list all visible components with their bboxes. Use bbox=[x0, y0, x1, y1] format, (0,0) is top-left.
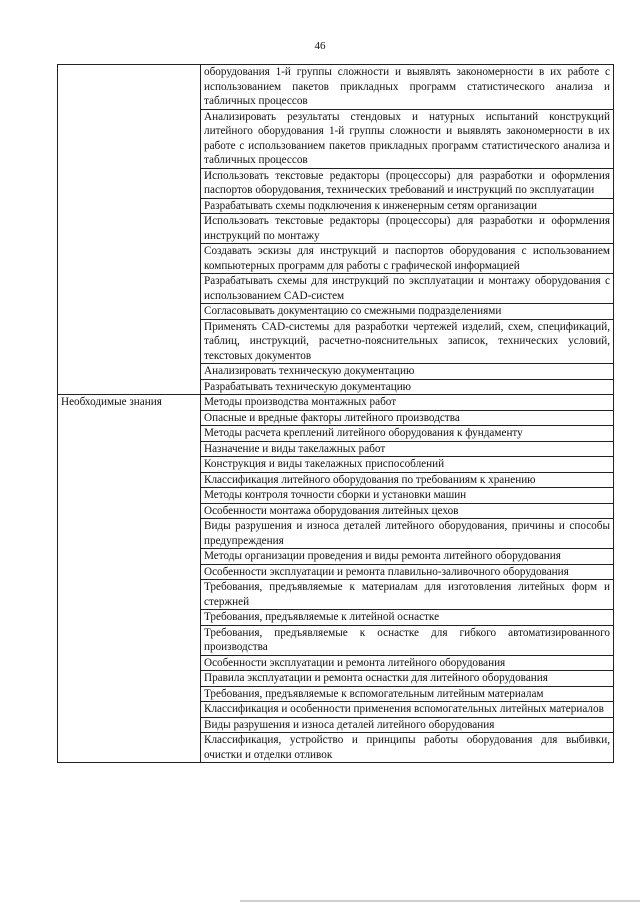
skill-item: Использовать текстовые редакторы (процессоры) для разработки и оформления паспортов оборудования, технических требований и инструкций по эксплуатации bbox=[201, 168, 614, 198]
table-row bbox=[58, 395, 614, 411]
skill-item: оборудования 1-й группы сложности и выявлять закономерности в их работе с использованием пакетов прикладных программ статистического анализа и табличных процессов bbox=[201, 65, 614, 110]
knowledge-item: Требования, предъявляемые к оснастке для гибкого автоматизированного производства bbox=[201, 625, 614, 655]
knowledge-item: Методы организации проведения и виды ремонта литейного оборудования bbox=[201, 549, 614, 565]
knowledge-item: Требования, предъявляемые к вспомогательным литейным материалам bbox=[201, 686, 614, 702]
skill-item: Согласовывать документацию со смежными подразделениями bbox=[201, 304, 614, 320]
knowledge-item: Требования, предъявляемые к материалам для изготовления литейных форм и стержней bbox=[201, 580, 614, 610]
knowledge-item: Конструкция и виды такелажных приспособлений bbox=[201, 457, 614, 473]
knowledge-item: Правила эксплуатации и ремонта оснастки для литейного оборудования bbox=[201, 671, 614, 687]
scan-edge-divider bbox=[240, 900, 640, 902]
requirements-table bbox=[57, 64, 614, 763]
knowledge-item: Классификация литейного оборудования по требованиям к хранению bbox=[201, 472, 614, 488]
knowledge-item: Методы производства монтажных работ bbox=[201, 395, 614, 411]
table-row bbox=[58, 65, 614, 110]
knowledge-item: Методы контроля точности сборки и установки машин bbox=[201, 488, 614, 504]
page-number: 46 bbox=[314, 40, 326, 52]
knowledge-item: Назначение и виды такелажных работ bbox=[201, 441, 614, 457]
skill-item: Разрабатывать схемы подключения к инженерным сетям организации bbox=[201, 198, 614, 214]
knowledge-item: Опасные и вредные факторы литейного производства bbox=[201, 410, 614, 426]
knowledge-item: Требования, предъявляемые к литейной оснастке bbox=[201, 610, 614, 626]
knowledge-label: Необходимые знания bbox=[58, 395, 201, 763]
knowledge-item: Классификация, устройство и принципы работы оборудования для выбивки, очистки и отделки отливок bbox=[201, 733, 614, 763]
skill-item: Анализировать техническую документацию bbox=[201, 364, 614, 380]
knowledge-item: Классификация и особенности применения вспомогательных литейных материалов bbox=[201, 702, 614, 718]
skill-item: Анализировать результаты стендовых и натурных испытаний конструкций литейного оборудования 1-й группы сложности и выявлять закономерности в их работе с использованием пакетов прикладных программ статистического анализа и табличных процессов bbox=[201, 109, 614, 168]
skill-item: Использовать текстовые редакторы (процессоры) для разработки и оформления инструкций по монтажу bbox=[201, 214, 614, 244]
knowledge-item: Виды разрушения и износа деталей литейного оборудования bbox=[201, 717, 614, 733]
knowledge-item: Особенности эксплуатации и ремонта литейного оборудования bbox=[201, 655, 614, 671]
skill-item: Применять CAD-системы для разработки чертежей изделий, схем, спецификаций, таблиц, инструкций, расчетно-пояснительных записок, технических условий, текстовых документов bbox=[201, 319, 614, 364]
skill-item: Разрабатывать техническую документацию bbox=[201, 379, 614, 395]
skill-item: Разрабатывать схемы для инструкций по эксплуатации и монтажу оборудования с использованием CAD-систем bbox=[201, 274, 614, 304]
knowledge-item: Особенности эксплуатации и ремонта плавильно-заливочного оборудования bbox=[201, 564, 614, 580]
skill-item: Создавать эскизы для инструкций и паспортов оборудования с использованием компьютерных программ для работы с графической информацией bbox=[201, 244, 614, 274]
knowledge-item: Методы расчета креплений литейного оборудования к фундаменту bbox=[201, 426, 614, 442]
knowledge-item: Виды разрушения и износа деталей литейного оборудования, причины и способы предупреждения bbox=[201, 519, 614, 549]
skills-label-cell bbox=[58, 65, 201, 395]
knowledge-item: Особенности монтажа оборудования литейных цехов bbox=[201, 503, 614, 519]
